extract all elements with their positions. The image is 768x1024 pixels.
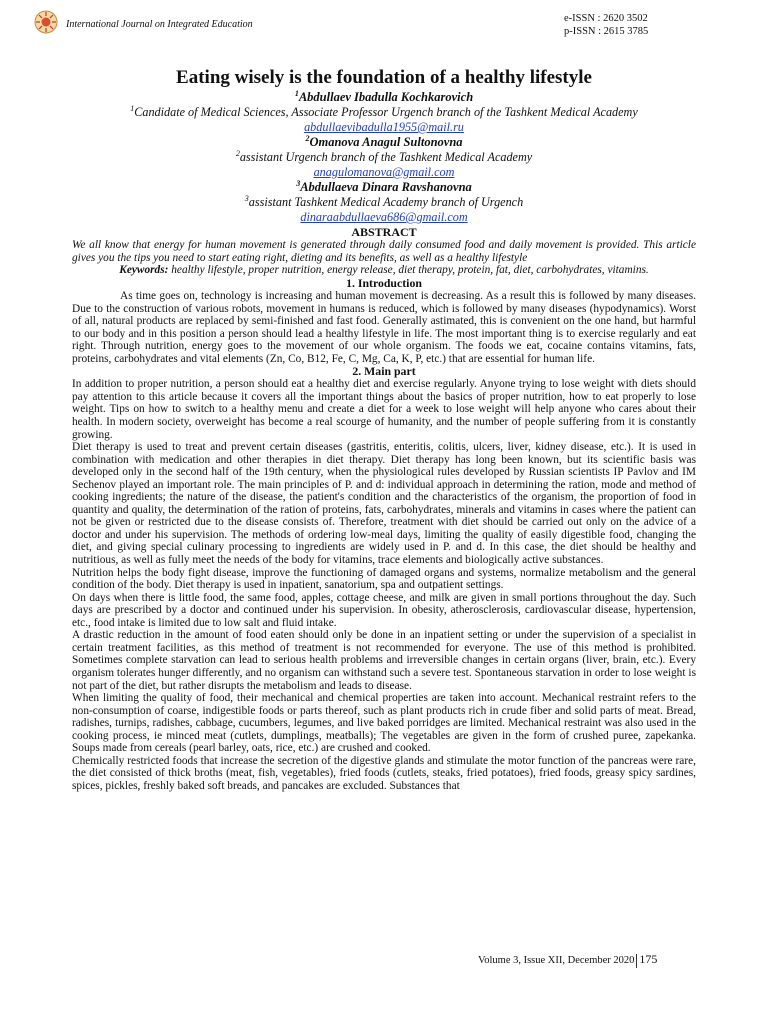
paragraph: When limiting the quality of food, their mechanical and chemical properties are taken into account. Mechanical restraint refers to the non-consumption of coarse, indigestible foods or parts thereof, such as plant products rich in crude fiber and solid parts of meat. Bread, radishes, turnips, radishes, cabbage, cucumbers, legumes, and live baked porridges are limited. Mechanical restraint was also used in the cooking process, ie minced meat (cutlets, dumplings, meatballs); The vegetables are given in the form of crushed puree, zapekanka. Soups made from cereals (pearl barley, oats, rice, etc.) are crushed and cooked. — [72, 692, 696, 755]
email-link-2[interactable]: anagulomanova@gmail.com — [313, 165, 455, 179]
volume-info: Volume 3, Issue XII, December 2020 — [478, 955, 635, 966]
article-title: Eating wisely is the foundation of a healthy lifestyle — [176, 67, 592, 88]
affiliation-1: $^1$Candidate of Medical Sciences, Associate Professor Urgench branch of the Tashkent Medical Academy — [130, 103, 638, 119]
paragraph: Nutrition helps the body fight disease, improve the functioning of damaged organs and systems, normalize metabolism and the general condition of the body. Diet therapy is used in inpatient, sanatorium, spa and outpatient settings. — [72, 566, 696, 592]
paragraph: As time goes on, technology is increasing and human movement is decreasing. As a result this is followed by many diseases. Due to the construction of various robots, movement in humans is reduced, which is followed by many diseases (hypodynamics). Worst of all, natural products are replaced by semi-finished and fast food. Generally astimated, this is convenient on the one hand, but harmful to our body and in this position a person should lead a healthy lifestyle in life. The most important thing is to exercise regularly and eat right. Through nutrition, energy goes to the movement of our whole organism. The foods we eat, cocaine contains vitamins, fats, proteins, carbohydrates and vital elements (Zn, Co, B12, Fe, C, Mg, Ca, K, P, etc.) that are essential for human life. — [72, 290, 696, 365]
paragraph: On days when there is little food, the same food, apples, cottage cheese, and milk are given in small portions throughout the day. Such days are prescribed by a doctor and continued under his supervision. In obesity, atherosclerosis, cardiovascular disease, hypertension, etc., food intake is limited due to low salt and fluid intake. — [72, 591, 696, 629]
page-footer — [478, 952, 657, 968]
footer-divider — [636, 954, 637, 968]
paragraph: A drastic reduction in the amount of food eaten should only be done in an inpatient setting or under the supervision of a specialist in certain treatment facilities, as this method of treatment is not recommended for everyone. The use of this method is prohibited. Sometimes complete starvation can lead to serious health problems and irreversible changes in certain organs (liver, brain, etc.). Every organism tolerates hunger differently, and no organism can withstand such a severe test. Spontaneous starvation in order to lose weight is not part of the diet, but rather disrupts the metabolism and leads to disease. — [72, 629, 696, 692]
author-2: $^2$Omanova Anagul Sultonovna — [305, 133, 463, 149]
section-heading-main-part: 2. Main part — [352, 364, 416, 379]
abstract-heading: ABSTRACT — [351, 225, 417, 239]
author-1: $^1$Abdullaev Ibadulla Kochkarovich — [294, 88, 474, 104]
paragraph: Diet therapy is used to treat and prevent certain diseases (gastritis, enteritis, colitis, ulcers, liver, kidney disease, etc.). It is used in combination with medication and other therapies in diet therapy. Diet therapy has long been known, but its scientific basis was developed only in the second half of the 19th century, when the physiological rules developed by Russian scientists IP Pavlov and IM Sechenov played an important role. The main principles of P. and d: individual approach in determining the ration, mode and method of cooking ingredients; the nature of the disease, the patient's condition and the characteristics of the organism, the proportion of food in quantity and quality, the determination of the ration of proteins, fats, carbohydrates, minerals and vitamins in cases where the patient can not be given or restricted due to the disease consists of. Therefore, treatment with diet should be carried out only on the advice of a doctor and under his supervision. The methods of ordering low-meal days, limiting the quality of easily digestible food, changing the diet, and giving special culinary processing to ingredients are widely used in P. and d. In this case, the diet should be healthy and nutritious, as well as fully meet the needs of the body for vitamins, trace elements and biologically active substances. — [72, 441, 696, 567]
affiliation-3: $^3$assistant Tashkent Medical Academy branch of Urgench — [244, 193, 524, 209]
page-number: 175 — [639, 952, 658, 966]
paragraph: In addition to proper nutrition, a person should eat a healthy diet and exercise regularly. Anyone trying to lose weight with diets should pay attention to this article because it covers all the important things about the basics of proper nutrition, how to eat properly to lose weight. Tips on how to switch to a healthy menu and create a diet for a week to lose weight will help anyone who cares about their health. In modern society, overweight has become a real scourge of humanity, and the number of people suffering from it is constantly growing. — [72, 378, 696, 441]
eissn: e-ISSN : 2620 3502 — [564, 13, 648, 24]
keywords-text: healthy lifestyle, proper nutrition, energy release, diet therapy, protein, fat, diet, carbohydrates, vitamins. — [168, 264, 649, 277]
journal-name: International Journal on Integrated Education — [66, 19, 253, 30]
affiliation-2: $^2$assistant Urgench branch of the Tashkent Medical Academy — [235, 148, 533, 164]
author-3: $^3$Abdullaeva Dinara Ravshanovna — [296, 178, 472, 194]
abstract-text: We all know that energy for human movement is generated through daily consumed food and daily movement is provided. This article gives you the tips you need to start eating right, dieting and its benefits, as well as a healthy lifestyle — [72, 239, 696, 264]
pissn: p-ISSN : 2615 3785 — [564, 26, 649, 37]
article-body — [72, 66, 696, 792]
paragraph: Chemically restricted foods that increase the secretion of the digestive glands and stimulate the motor function of the pancreas were rare, the diet consisted of thick broths (meat, fish, vegetables), fried foods (cutlets, steaks, fried potatoes), fried foods, greasy spicy sardines, spices, pickles, freshly baked soft breads, and pancakes are excluded. Substances that — [72, 754, 696, 792]
keywords-label: Keywords: — [119, 264, 169, 277]
sun-logo-icon — [34, 10, 58, 34]
issn-block — [564, 12, 648, 38]
section-heading-introduction: 1. Introduction — [346, 276, 422, 291]
email-link-1[interactable]: abdullaevibadulla1955@mail.ru — [304, 120, 464, 134]
email-link-3[interactable]: dinaraabdullaeva686@gmail.com — [300, 210, 468, 224]
